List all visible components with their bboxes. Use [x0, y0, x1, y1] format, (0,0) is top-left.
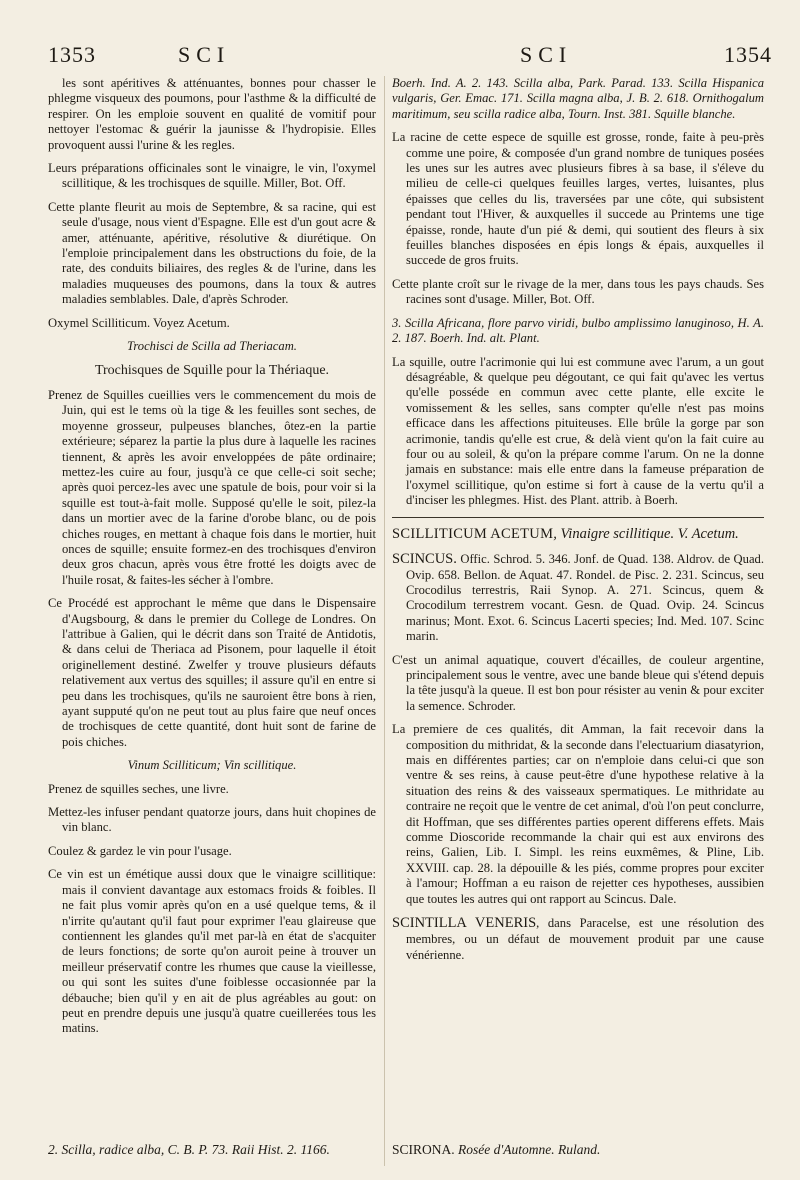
headword-definition: , dans Paracelse, est une résolution des membres, ou un défaut de mouvement produit par une cause vénérienne. — [406, 916, 764, 962]
footer-right — [392, 1142, 764, 1158]
entry-heading — [392, 551, 764, 645]
recipe-title-french: Trochisques de Squille pour la Thériaque. — [94, 362, 330, 378]
headword: SCINTILLA VENERIS — [392, 915, 537, 932]
entry-heading — [392, 915, 764, 963]
headword: SCINCUS. — [392, 550, 457, 567]
page-number-right: 1354 — [724, 42, 772, 67]
paragraph: Boerh. Ind. A. 2. 143. Scilla alba, Park. Parad. 133. Scilla Hispanica vulgaris, Ger. Emac. 171. Scilla magna alba, J. B. 2. 618. Ornithogalum maritimum, seu scilla radice alba, Tourn. Inst. 381. Squille blanche. — [392, 76, 764, 121]
recipe-title-latin: Trochisci de Scilla ad Theriacam. — [127, 339, 297, 354]
page-number-left: 1353 — [48, 42, 96, 67]
species-entry: 3. Scilla Africana, flore parvo viridi, bulbo amplissimo lanuginoso, H. A. 2. 187. Boerh. Ind. alt. Plant. — [392, 315, 764, 346]
footer-gloss: Rosée d'Automne. Ruland. — [458, 1142, 601, 1157]
paragraph: La squille, outre l'acrimonie qui lui est commune avec l'arum, a un gout désagréable, & quelque peu dégoutant, ce qui fait qu'avec les vertus qu'elle posséde en commun avec cette plante, elle excite le vomissement & les selles, sans compter qu'elle n'est pas moins efficace dans les affections pituiteuses. Elle brûle la gorge par son acrimonie, tandis qu'elle est crue, & delà vient qu'on la fait cuire au four ou au soleil, & qu'on la prépare comme l'arum. On ne la donne jamais en substance: mais elle entre dans la fameuse préparation de l'oxymel scillitique, qu'on estime si fort à cause de la vertu qu'il a d'inciser les phlegmes. Hist. des Plant. attrib. à Boerh. — [392, 354, 764, 508]
headword: SCILLITICUM ACETUM — [392, 525, 554, 542]
running-title-right: SCI — [520, 42, 573, 67]
headword-references: Offic. Schrod. 5. 346. Jonf. de Quad. 138. Aldrov. de Quad. Ovip. 658. Bellon. de Aquat. 47. Rondel. de Pisc. 2. 231. Scincus, seu Crocodilus terrestris, Raii Synop. A. 271. Scincus, quem & Crocodilum terrestrem vocant. Gesn. de Quad. Ovip. 24. Scincus marinus; Mont. Exot. 6. Scincus Lacerti species; Ind. Med. 107. Scinc marin. — [406, 551, 764, 644]
paragraph: La racine de cette espece de squille est grosse, ronde, faite à peu-près comme une poire, & composée d'un grand nombre de tuniques posées les unes sur les autres avec plusieurs fibres à sa base, il s'éleve du milieu de celle-ci quelques feuilles larges, vertes, luisantes, plus épaisses que celles du lis, traversées par une côte, qui subsistent pendant tout l'Hiver, & auxquelles il succede au Printems une tige épaisse, ronde, haute d'un pié & demi, qui soutient des fleurs à six feuilles blanches disposées en épis longs & épais, auxquelles il succede de gros fruits. — [392, 130, 764, 268]
paragraph: Prenez de Squilles cueillies vers le commencement du mois de Juin, qui est le tems où la tige & les feuilles sont seches, de moyenne grosseur, pulpeuses blanches, ôtez-en la partie extérieure; séparez la partie la plus dure à laquelle les racines tiennent, & après les avoir enveloppées de pâte ordinaire; mettez-les cuire au four, jusqu'à ce que celle-ci soit seche; après quoi percez-les avec une spatule de bois, pour voir si la squille est tout-à-fait molle. Supposé qu'elle le soit, pilez-la dans un mortier avec de la farine d'orobe blanc, ou de pois chiches rouges, en mettant à chaque fois dans le mortier, huit onces de squille; ensuite formez-en des trochisques d'environ deux gros chacun, après vous être frotté les doigts avec de l'huile rosat, & faites-les sécher à l'ombre. — [48, 387, 376, 587]
paragraph: Cette plante fleurit au mois de Septembre, & sa racine, qui est seule d'usage, nous vient d'Espagne. Elle est d'un gout acre & amer, atténuante, apéritive, résolutive & diurétique. On l'emploie principalement dans les obstructions du foie, de la rate, des conduits biliaires, des regles & de l'urine, dans les maladies muqueuses des poumons, dans la toux & autres maladies semblables. Dale, d'après Schroder. — [48, 199, 376, 307]
paragraph: Ce vin est un émétique aussi doux que le vinaigre scillitique: mais il convient davantage aux estomacs froids & foibles. Il ne fait plus vomir après qu'on en a usé quelque tems, & il n'irrite qu'autant qu'il faut pour exprimer l'eau glaireuse que contiennent les glandes qu'il met par-là en état de s'acquiter de leurs fonctions; de sorte qu'on auroit peine à trouver un meilleur préservatif contre les rhumes que cause la vieillesse, ou qui sont les suites d'une foiblesse occasionnée par la débauche; bien qu'il y en ait de plus agréables au gout: on peut en prendre depuis une jusqu'à quatre cueillerées tous les matins. — [48, 867, 376, 1036]
recipe-line: Prenez de squilles seches, une livre. — [48, 781, 229, 796]
entry-heading — [392, 526, 764, 543]
recipe-title: Vinum Scilliticum; Vin scillitique. — [127, 758, 297, 773]
column-divider — [384, 76, 385, 1166]
right-column — [392, 76, 764, 1136]
footer-headword: SCIRONA. — [392, 1142, 455, 1157]
cross-reference: Oxymel Scilliticum. Voyez Acetum. — [48, 315, 230, 330]
paragraph: Cette plante croît sur le rivage de la mer, dans tous les pays chauds. Ses racines sont d'usage. Miller, Bot. Off. — [392, 276, 764, 307]
paragraph: Ce Procédé est approchant le même que dans le Dispensaire d'Augsbourg, & dans le premier du College de Londres. On l'attribue à Galien, qui le décrit dans son Traité de Antidotis, & dans celui de Theriaca ad Pisonem, pour laquelle il étoit originellement destiné. Zwelfer y trouve plusieurs défauts relativement aux vertus des squilles; il assure qu'il en entre si peu dans les trochisques, qu'ils ne sauroient être bons à rien, ayant supputé qu'on ne peut tout au plus faire que neuf onces de trochisques de cette quantité, dont huit sont de farine de pois chiches. — [48, 596, 376, 749]
footer-left: 2. Scilla, radice alba, C. B. P. 73. Raii Hist. 2. 1166. — [48, 1142, 330, 1157]
paragraph: les sont apéritives & atténuantes, bonnes pour chasser le phlegme visqueux des poumons, pour l'asthme & la difficulté de respirer. On les emploie souvent en qualité de vomitif pour nettoyer l'estomac & guérir la jaunisse & l'hydropisie. Elles provoquent aussi l'urine & les regles. — [48, 76, 376, 152]
page-header — [48, 42, 772, 76]
page-footer — [48, 1142, 772, 1164]
paragraph: C'est un animal aquatique, couvert d'écailles, de couleur argentine, principalement sous le ventre, avec une bande bleue qui s'étend depuis la tête jusqu'à la queue. Il est bon pour résister au venin & pour exciter la semence. Schroder. — [392, 652, 764, 713]
headword-gloss: , Vinaigre scillitique. V. Acetum. — [553, 525, 739, 542]
recipe-line: Coulez & gardez le vin pour l'usage. — [48, 843, 232, 858]
paragraph: Leurs préparations officinales sont le vinaigre, le vin, l'oxymel scillitique, & les trochisques de squille. Miller, Bot. Off. — [48, 161, 376, 191]
running-title-left: SCI — [178, 42, 231, 67]
recipe-line: Mettez-les infuser pendant quatorze jours, dans huit chopines de vin blanc. — [48, 805, 376, 835]
left-column — [48, 76, 376, 1136]
paragraph: La premiere de ces qualités, dit Amman, la fait recevoir dans la composition du mithridat, & la seconde dans l'electuarium diasatyrion, mais en différentes parties; car on n'emploie dans celui-ci que son ventre & ses reins, à cause peut-être d'une hypothese relative à la situation des reins & des vaisseaux spermatiques. Le mithridate au contraire ne reçoit que le ventre de cet animal, d'où l'on peut conclurre, dit Hoffman, que ses différentes parties operent differens effets. Mais comme Dioscoride recommande la chair qui est aux environs des reins, Galien, Lib. I. Simpl. les reins euxmêmes, & Pline, Lib. XXVIII. cap. 28. la dépouille & les piés, comme propres pour exciter à l'amour; Hoffman a eu raison de rejetter ces hypotheses, aussibien que toutes les autres qui ont rapport au Scincus. Dale. — [392, 722, 764, 906]
entry-divider — [392, 517, 764, 518]
